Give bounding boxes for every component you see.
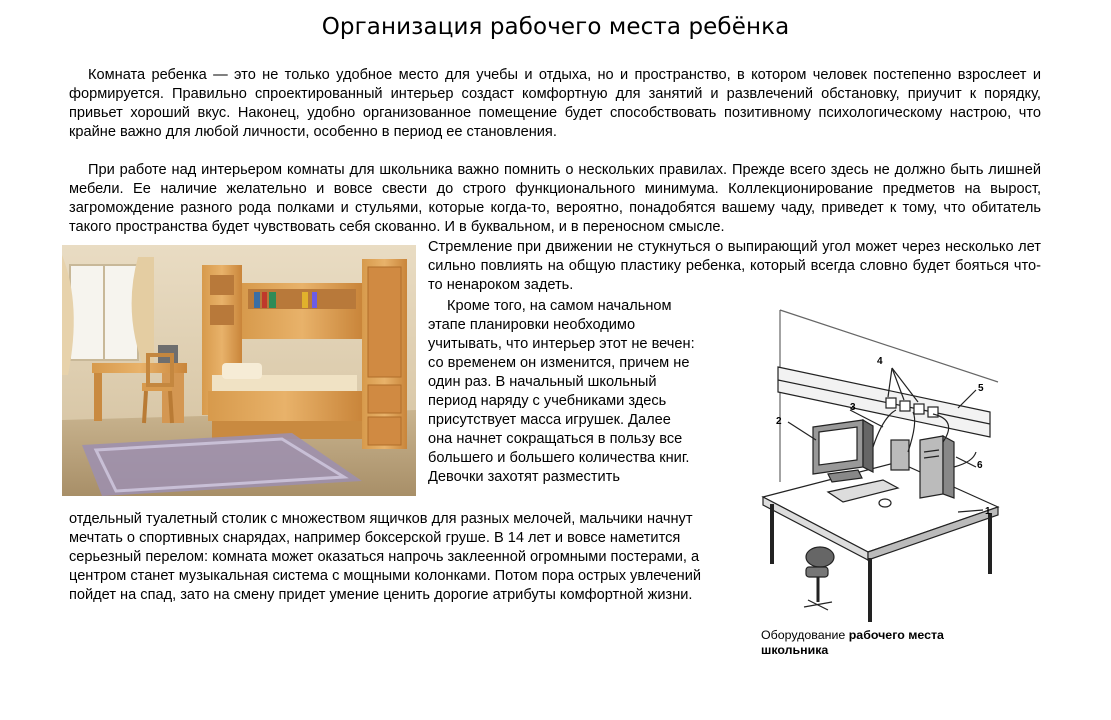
paragraph-movement: Стремление при движении не стукнуться о выпирающий угол может через несколько лет сильно повлиять на общую пластику ребенка, который всегда словно будет бояться что-то ненароком задеть.: [428, 239, 1041, 293]
paragraph-planning-text: Кроме того, на самом начальном этапе планировки необходимо учитывать, что интерьер этот не вечен: со временем он изменится, причем не один раз. В начальный школьный период наряду с учебниками здесь присутствует масса игрушек. Далее она начнет сокращаться в пользу все большего и большего количества книг. Девочки захотят разместить: [428, 298, 695, 485]
workplace-diagram: [758, 302, 1003, 624]
diagram-label-3: 3: [850, 402, 856, 413]
paragraph-intro-text: Комната ребенка — это не только удобное место для учебы и отдыха, но и пространство, в котором человек постепенно взрослеет и формируется. Правильно спроектированный интерьер создаст комфортную для занятий и развлечений обстановку, приучит к порядку, привьет хороший вкус. Наконец, удобно организованное помещение будет способствовать позитивному психологическому настрою, что крайне важно для любой личности, особенно в период ее становления.: [69, 67, 1041, 140]
paragraph-rules: [69, 161, 1041, 237]
diagram-label-2: 2: [776, 416, 782, 427]
page-title: Организация рабочего места ребёнка: [321, 14, 790, 40]
paragraph-rules-text: При работе над интерьером комнаты для школьника важно помнить о нескольких правилах. Прежде всего здесь не должно быть лишней мебели. Ее наличие желательно и вовсе свести до строго функционального минимума. Коллекционирование предметов на вырост, загромождение разного рода полками и стульями, которые когда-то, вероятно, понадобятся вашему чаду, приведет к тому, что обитатель такого пространства будет чувствовать себя скованно. И в буквальном, и в переносном смысле.: [69, 162, 1041, 235]
diagram-caption: [761, 628, 1001, 658]
diagram-label-5: 5: [978, 383, 984, 394]
room-illustration: [62, 245, 416, 496]
paragraph-intro: [69, 66, 1041, 142]
workplace-equipment-drawing: [758, 302, 1003, 624]
diagram-label-4: 4: [877, 356, 883, 367]
paragraph-changes: отдельный туалетный столик с множеством ящичков для разных мелочей, мальчики начнут мечтать о спортивных снарядах, например боксерской груше. В 14 лет и вовсе наметится серьезный перелом: комната может оказаться напрочь заклеенной огромными постерами, а центром станет музыкальная система с мощными колонками. Потом пора острых увлечений пойдет на спад, зато на смену придет умение ценить дорогие атрибуты комфортной жизни.: [69, 511, 701, 603]
caption-regular: Оборудование: [761, 628, 846, 642]
diagram-label-1: 1: [985, 506, 991, 517]
paragraph-planning: [428, 297, 698, 487]
children-room-photo: [62, 245, 416, 496]
diagram-label-6: 6: [977, 460, 983, 471]
caption-bold: рабочего места школьника: [761, 628, 944, 657]
